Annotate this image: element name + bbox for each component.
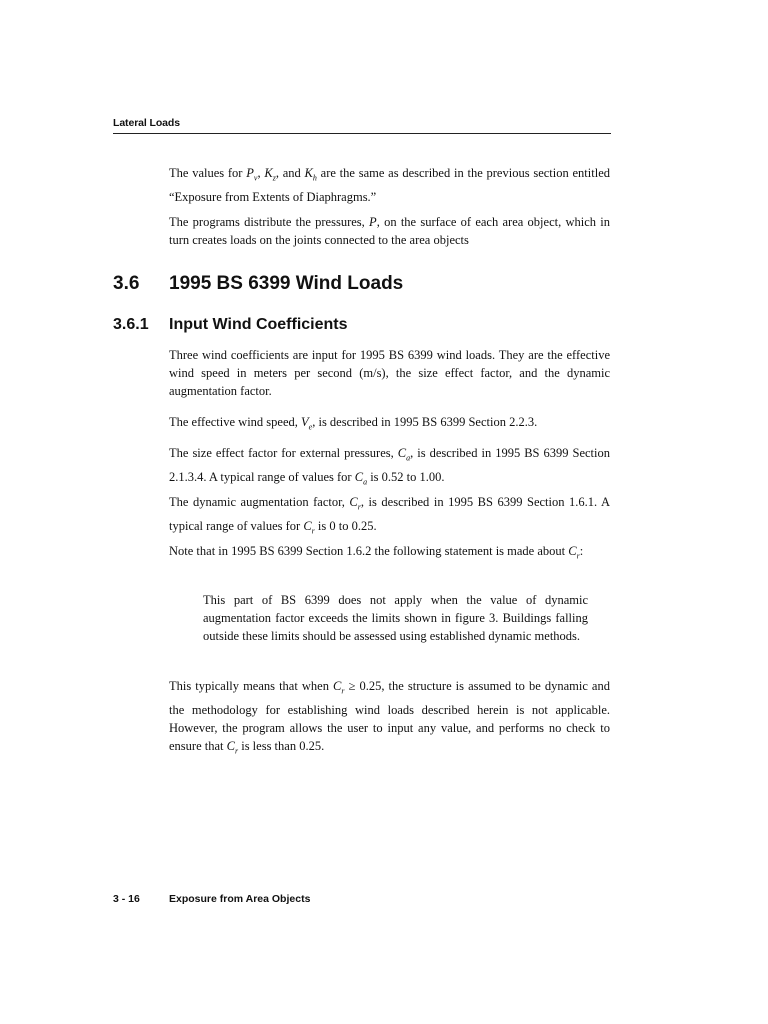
- variable: C: [226, 738, 235, 753]
- block-quote: This part of BS 6399 does not apply when the value of dynamic augmentation factor exceeds the limits shown in figure 3. Buildings falling outside these limits should be assessed using established dynamic methods.: [203, 593, 588, 643]
- subsection-number: 3.6.1: [113, 316, 149, 333]
- running-header: Lateral Loads: [113, 117, 611, 134]
- body-paragraph-6: This typically means that when $C_r \ge 0.25$, the structure is assumed to be dynamic and the methodology for establishing wind loads described herein is not applicable. However, the program allows the user to input any value, and performs no check to ensure that $C_r$ is less than 0.25.: [169, 679, 610, 755]
- variable: C: [333, 679, 342, 693]
- variable: C: [303, 518, 312, 533]
- subsection-heading: [113, 316, 348, 334]
- variable: K: [264, 166, 273, 180]
- variable: C: [354, 469, 364, 484]
- section-title: 1995 BS 6399 Wind Loads: [169, 273, 404, 294]
- body-paragraph-4: The dynamic augmentation factor, $C_r$, is described in 1995 BS 6399 Section 1.6.1. A typical range of values for $C_r$ is 0 to 0.25.: [169, 495, 611, 535]
- intro-paragraph-1: The values for $P_v$, $K_z$, and $K_h$ are the same as described in the previous section entitled “Exposure from Extents of Diaphragms.”: [169, 166, 610, 204]
- subsection-title: Input Wind Coefficients: [169, 316, 348, 333]
- variable: K: [304, 166, 313, 180]
- running-footer: [113, 893, 310, 905]
- variable: C: [349, 495, 358, 509]
- body-paragraph-2: The effective wind speed, $V_e$, is described in 1995 BS 6399 Section 2.2.3.: [169, 415, 538, 432]
- body-paragraph-3: The size effect factor for external pressures, $C_a$, is described in 1995 BS 6399 Section 2.1.3.4. A typical range of values for $C_a$ is 0.52 to 1.00.: [169, 446, 610, 486]
- section-heading: [113, 273, 403, 295]
- variable: P: [369, 215, 377, 229]
- intro-paragraph-2: The programs distribute the pressures, P, on the surface of each area object, which in turn creates loads on the joints connected to the area objects: [169, 215, 610, 247]
- body-paragraph-5: Note that in 1995 BS 6399 Section 1.6.2 the following statement is made about $C_r$:: [169, 544, 584, 561]
- variable: C: [568, 544, 577, 558]
- page-number: 3 - 16: [113, 893, 140, 905]
- variable: C: [397, 446, 407, 460]
- body-paragraph-1: Three wind coefficients are input for 1995 BS 6399 wind loads. They are the effective wind speed in meters per second (m/s), the size effect factor, and the dynamic augmentation factor.: [169, 348, 610, 398]
- variable: P: [246, 166, 254, 180]
- variable: V: [301, 415, 309, 429]
- section-number: 3.6: [113, 273, 140, 294]
- footer-title: Exposure from Area Objects: [169, 893, 311, 905]
